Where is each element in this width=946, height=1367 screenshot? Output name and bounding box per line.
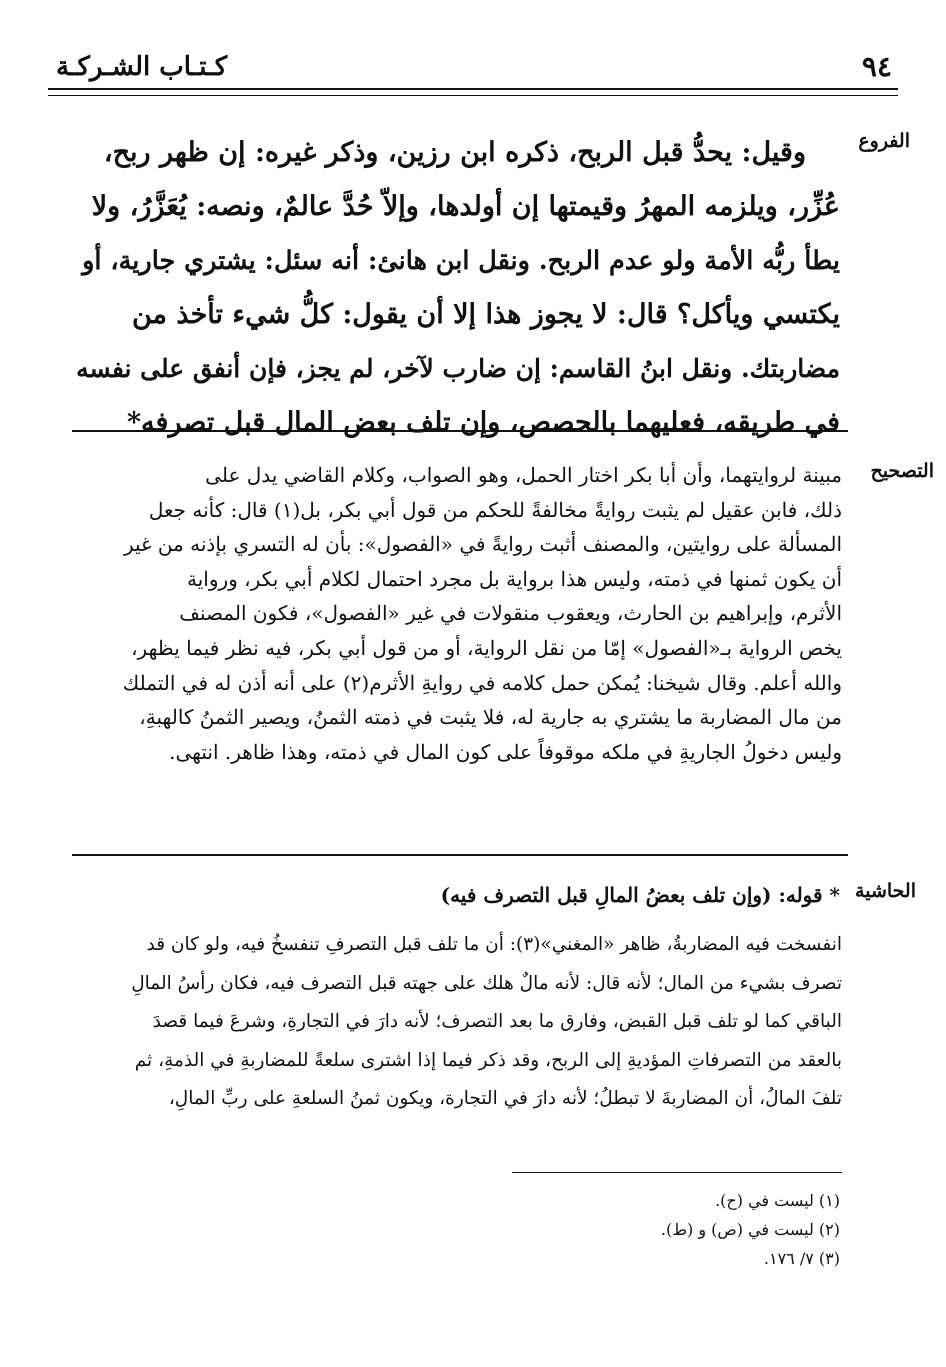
tashih-line: وليس دخولُ الجاريةِ في ملكه موقوفاً على كون المال في ذمته، وهذا ظاهر. انتهى. [169,739,842,764]
hashia-text [90,926,842,1119]
hashia-line: تلفَ المالُ، أن المضاربةَ لا تبطلُ؛ لأنه دارَ في التجارة، ويكون ثمنُ السلعةِ على ربِّ المالِ، [168,1088,842,1109]
footnotes [620,1186,840,1273]
furu-line: يكتسي ويأكل؟ قال: لا يجوز هذا إلا أن يقول: كلُّ شيء تأخذ من [131,299,840,330]
label-tashih: التصحيح [870,460,934,482]
tashih-line: أن يكون ثمنها في ذمته، وليس هذا برواية بل مجرد احتمال لكلام أبي بكر، ورواية [187,566,842,591]
tashih-line: مبينة لروايتهما، وأن أبا بكر اختار الحمل، وهو الصواب، وكلام القاضي يدل على [205,463,842,487]
hashia-line: تصرف بشيء من المال؛ لأنه قال: لأنه مالٌ هلك على جهته قبل التصرف فيه، فكان رأسُ المالِ [131,972,842,994]
section-divider-furu [72,430,848,432]
tashih-line: الأثرم، وإبراهيم بن الحارث، ويعقوب منقولات في غير «الفصول»، فكون المصنف [179,601,842,626]
furu-line: وقيل: يحدُّ قبل الربح، ذكره ابن رزين، وذكر غيره: إن ظهر ربح، [103,137,806,168]
furu-line: مضاربتك. ونقل ابنُ القاسم: إن ضارب لآخر، لم يجز، فإن أنفق على نفسه [76,354,840,383]
label-hashia: الحاشية [855,880,916,902]
section-divider-tashih [72,854,848,856]
label-furu: الفروع [858,130,910,152]
footnote-divider [512,1172,842,1173]
furu-line: عُزِّر، ويلزمه المهرُ وقيمتها إن أولدها، وإلاّ حُدَّ عالمٌ، ونصه: يُعَزَّرُ، ولا [91,191,840,222]
hashia-heading: * قوله: (وإن تلف بعضُ المالِ قبل التصرف فيه) [440,883,840,907]
running-title: كـتـاب الشـركـة [56,52,228,82]
header-rule [48,88,898,96]
page-number: ٩٤ [861,50,892,83]
furu-line: في طريقه، فعليهما بالحصص، وإن تلف بعض المال قبل تصرفه* [126,407,840,438]
tashih-line: ذلك، فابن عقيل لم يثبت روايةً مخالفةً للحكم من قول أبي بكر، بل(١) قال: كأنه جعل [148,497,842,522]
tashih-text [72,458,842,769]
tashih-line: المسألة على روايتين، والمصنف أثبت روايةً في «الفصول»: بأن له التسري بإذنه من غير [123,532,842,557]
furu-line: يطأ ربُّه الأمة ولو عدم الربح. ونقل ابن هانئ: أنه سئل: يشتري جارية، أو [82,246,840,276]
footnote: (٣) ٧/ ١٧٦. [763,1249,840,1268]
tashih-line: يخص الرواية بـ«الفصول» إمّا من نقل الرواية، أو من قول أبي بكر، فيه نظر فيما يظهر، [131,635,842,660]
hashia-line: الباقي كما لو تلف قبل القبض، وفارق ما بعد التصرف؛ لأنه دارَ في التجارةِ، وشرعَ فيما قصدَ [152,1011,842,1032]
furu-text [72,126,840,450]
tashih-line: والله أعلم. وقال شيخنا: يُمكن حمل كلامه في روايةِ الأثرم(٢) على أنه أذن له في التملك [122,670,842,695]
tashih-line: من مال المضاربة ما يشتري به جارية له، فلا يثبت في ذمته الثمنُ، ويصير الثمنُ كالهبةِ، [139,705,842,730]
hashia-line: انفسخت فيه المضاربةُ، ظاهر «المغني»(٣): أن ما تلف قبل التصرفِ تنفسخُ فيه، ولو كان قد [146,934,842,955]
footnote: (٢) ليست في (ص) و (ط). [660,1220,840,1239]
hashia-line: بالعقد من التصرفاتِ المؤديةِ إلى الربح، وقد ذكر فيما إذا اشترى سلعةً للمضاربةِ في الذمةِ، ثم [134,1049,842,1071]
footnote: (١) ليست في (ح). [715,1191,840,1210]
